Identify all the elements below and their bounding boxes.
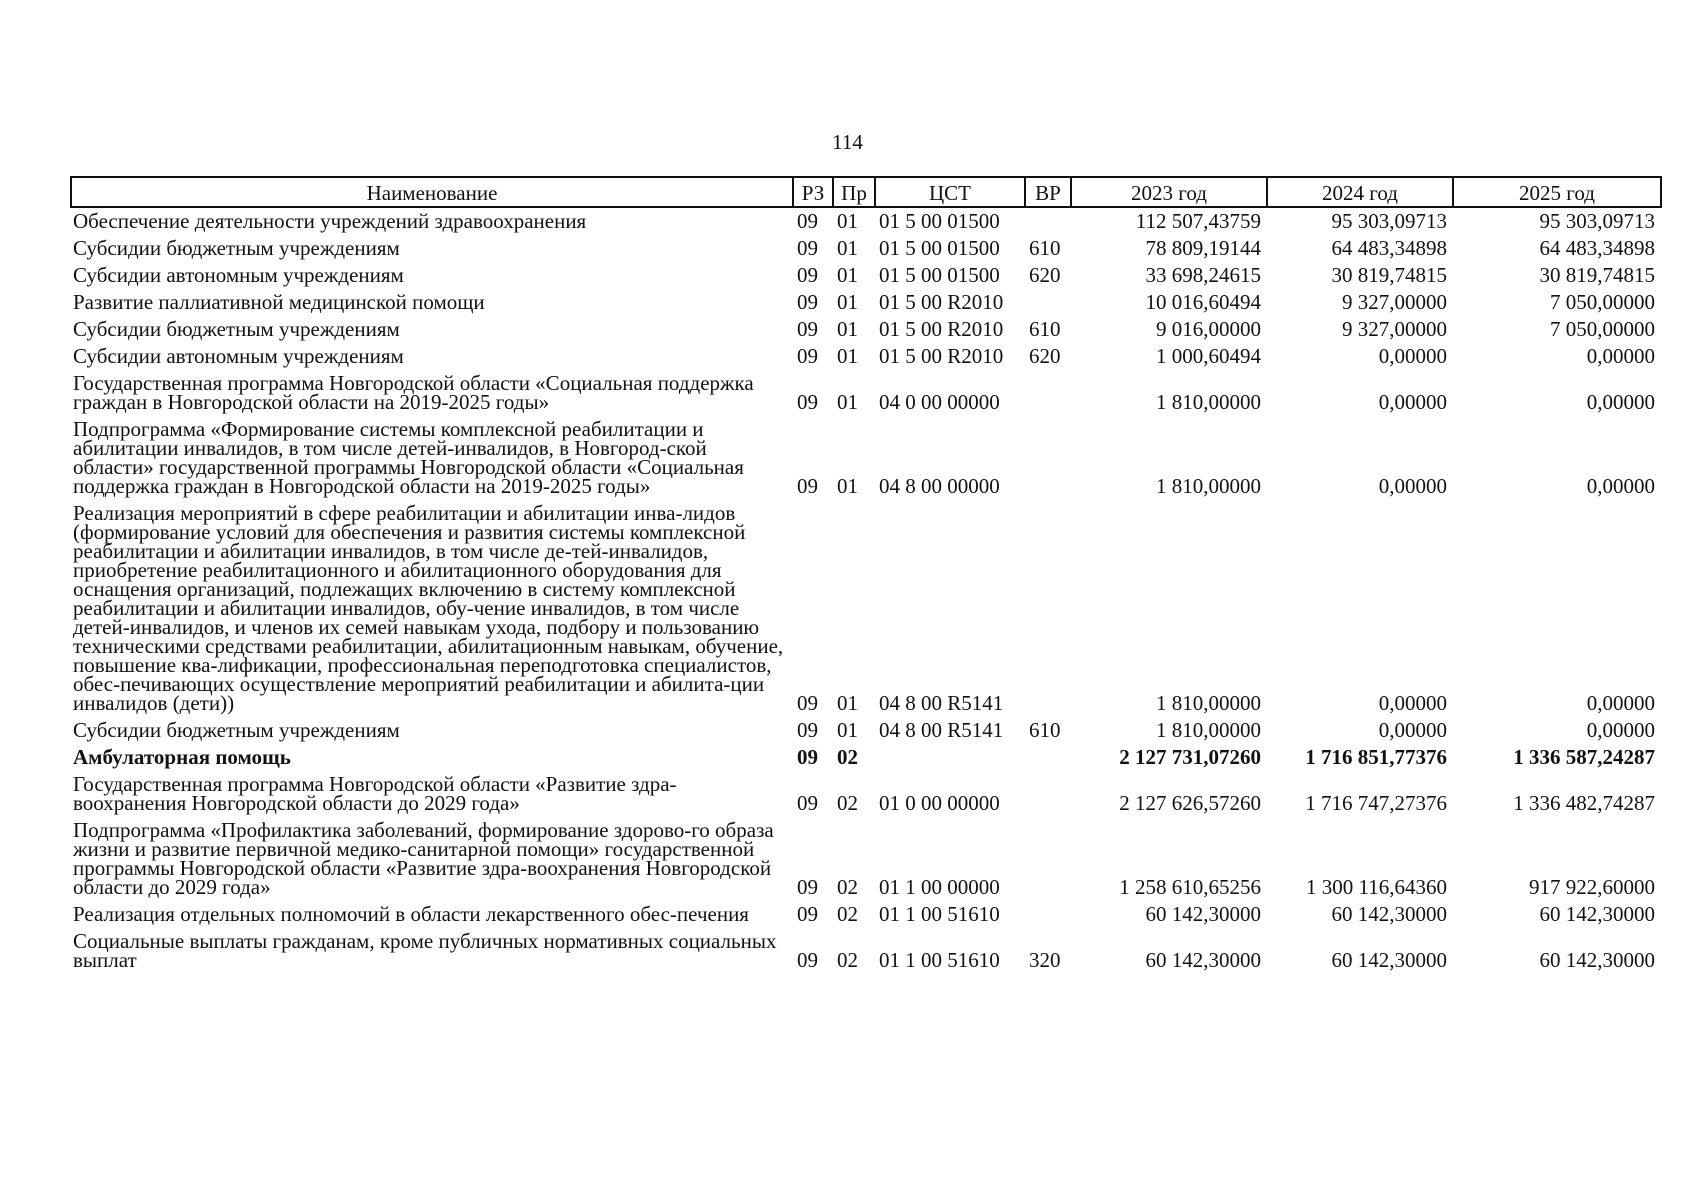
row-vr: 320 [1029,948,1061,972]
row-cst: 04 8 00 R5141 [879,691,1004,715]
row-pr: 02 [837,948,858,972]
row-name: Обеспечение деятельности учреждений здравоохранения [73,209,587,233]
row-name: Амбулаторная помощь [73,745,291,769]
table-row [71,416,1661,500]
row-pr: 01 [837,209,858,233]
row-rz: 09 [797,745,818,769]
row-2023: 33 698,24615 [1145,263,1261,287]
row-pr: 01 [837,344,858,368]
table-row [71,717,1661,744]
row-2025: 95 303,09713 [1539,209,1655,233]
row-cst: 01 5 00 01500 [879,209,1000,233]
table-header [71,177,1661,207]
table-row [71,207,1661,235]
row-name: Подпрограмма «Профилактика заболеваний, формирование здорово-го образа жизни и развитие первичной медико-санитарной помощи» государственной программы Новгородской области «Развитие здра-воохранения Новгородской области до 2029 года» [73,818,774,899]
row-name: Субсидии автономным учреждениям [73,344,404,368]
row-vr: 620 [1029,263,1061,287]
row-2024: 0,00000 [1378,718,1447,742]
row-rz: 09 [797,875,818,899]
row-2024: 0,00000 [1378,474,1447,498]
row-2023: 60 142,30000 [1145,902,1261,926]
row-2025: 0,00000 [1586,390,1655,414]
row-2023: 9 016,00000 [1156,317,1261,341]
row-cst: 04 0 00 00000 [879,390,1000,414]
row-2023: 2 127 626,57260 [1119,791,1261,815]
row-2023: 1 810,00000 [1156,474,1261,498]
row-cst: 01 5 00 01500 [879,263,1000,287]
row-cst: 01 1 00 51610 [879,948,1000,972]
row-2025: 0,00000 [1586,344,1655,368]
row-name: Реализация мероприятий в сфере реабилитации и абилитации инва-лидов (формирование условий для обеспечения и развития системы комплексной реабилитации и абилитации инвалидов, в том числе де-тей-инвалидов, приобретение реабилитационного и абилитационного оборудования для оснащения организаций, подлежащих включению в систему комплексной реабилитации и абилитации инвалидов, обу-чение инвалидов, в том числе детей-инвалидов, и членов их семей навыкам ухода, подбору и пользованию техническими средствами реабилитации, абилитационным навыкам, обучение, повышение ква-лификации, профессиональная переподготовка специалистов, обес-печивающих осуществление мероприятий реабилитации и абилита-ции инвалидов (дети)) [73,501,784,715]
row-name: Государственная программа Новгородской области «Развитие здра-воохранения Новгородской области до 2029 года» [73,772,677,815]
row-2025: 1 336 482,74287 [1513,791,1655,815]
row-pr: 01 [837,317,858,341]
row-vr [1025,771,1071,817]
row-rz: 09 [797,317,818,341]
header-rz: РЗ [793,177,833,207]
header-cst: ЦСТ [875,177,1025,207]
header-pr: Пр [833,177,875,207]
row-2024: 1 300 116,64360 [1306,875,1447,899]
row-2023: 10 016,60494 [1145,290,1261,314]
row-rz: 09 [797,263,818,287]
row-name: Государственная программа Новгородской области «Социальная поддержка граждан в Новгородской области на 2019-2025 годы» [73,371,754,414]
row-2023: 1 258 610,65256 [1119,875,1261,899]
row-vr [1025,370,1071,416]
row-rz: 09 [797,948,818,972]
row-2025: 0,00000 [1586,718,1655,742]
row-2024: 60 142,30000 [1331,948,1447,972]
row-name: Субсидии автономным учреждениям [73,263,404,287]
row-2025: 30 819,74815 [1539,263,1655,287]
row-rz: 09 [797,344,818,368]
row-pr: 01 [837,390,858,414]
table-row [71,235,1661,262]
row-pr: 01 [837,691,858,715]
header-vr: ВР [1025,177,1071,207]
row-vr [1025,207,1071,235]
table-row [71,316,1661,343]
table-row [71,901,1661,928]
row-2023: 2 127 731,07260 [1119,745,1261,769]
row-name: Субсидии бюджетным учреждениям [73,718,400,742]
table-row [71,744,1661,771]
row-cst: 01 5 00 R2010 [879,317,1004,341]
row-2025: 7 050,00000 [1550,317,1655,341]
header-2023: 2023 год [1071,177,1267,207]
row-vr [1025,817,1071,901]
row-cst [875,744,1025,771]
row-name: Подпрограмма «Формирование системы комплексной реабилитации и абилитации инвалидов, в том числе детей-инвалидов, в Новгород-ской области» государственной программы Новгородской области «Социальная поддержка граждан в Новгородской области на 2019-2025 годы» [73,417,744,498]
row-rz: 09 [797,791,818,815]
table-row [71,289,1661,316]
row-vr: 620 [1029,344,1061,368]
table-row [71,500,1661,717]
header-2024: 2024 год [1267,177,1453,207]
row-name: Субсидии бюджетным учреждениям [73,317,400,341]
row-2024: 64 483,34898 [1331,236,1447,260]
table-body [71,207,1661,974]
row-cst: 01 1 00 00000 [879,875,1000,899]
table-row [71,771,1661,817]
row-vr [1025,416,1071,500]
row-vr: 610 [1029,317,1061,341]
header-name: Наименование [71,177,793,207]
row-cst: 01 5 00 01500 [879,236,1000,260]
row-2024: 9 327,00000 [1342,290,1447,314]
row-cst: 01 0 00 00000 [879,791,1000,815]
row-rz: 09 [797,718,818,742]
row-pr: 02 [837,902,858,926]
page-number: 114 [832,130,863,154]
row-rz: 09 [797,474,818,498]
header-2025: 2025 год [1453,177,1661,207]
row-2025: 0,00000 [1586,691,1655,715]
row-2025: 0,00000 [1586,474,1655,498]
row-name: Развитие паллиативной медицинской помощи [73,290,485,314]
row-2025: 7 050,00000 [1550,290,1655,314]
row-vr: 610 [1029,718,1061,742]
table-row [71,343,1661,370]
row-rz: 09 [797,209,818,233]
table-row [71,817,1661,901]
row-rz: 09 [797,290,818,314]
row-cst: 01 1 00 51610 [879,902,1000,926]
row-2024: 0,00000 [1378,390,1447,414]
row-2023: 60 142,30000 [1145,948,1261,972]
row-2023: 1 810,00000 [1156,691,1261,715]
row-2023: 112 507,43759 [1135,209,1261,233]
row-pr: 02 [837,791,858,815]
row-pr: 01 [837,290,858,314]
row-rz: 09 [797,902,818,926]
row-2024: 95 303,09713 [1331,209,1447,233]
row-cst: 01 5 00 R2010 [879,290,1004,314]
row-vr [1025,500,1071,717]
row-cst: 01 5 00 R2010 [879,344,1004,368]
row-rz: 09 [797,236,818,260]
row-2024: 1 716 747,27376 [1305,791,1447,815]
row-2024: 0,00000 [1378,691,1447,715]
row-2024: 0,00000 [1378,344,1447,368]
row-2024: 1 716 851,77376 [1305,745,1447,769]
budget-table [70,176,1662,974]
row-2025: 64 483,34898 [1539,236,1655,260]
row-vr [1025,289,1071,316]
row-vr: 610 [1029,236,1061,260]
row-2024: 60 142,30000 [1331,902,1447,926]
row-name: Социальные выплаты гражданам, кроме публичных нормативных социальных выплат [73,929,777,972]
row-rz: 09 [797,691,818,715]
row-2025: 917 922,60000 [1529,875,1655,899]
row-vr [1025,744,1071,771]
row-2024: 30 819,74815 [1331,263,1447,287]
table-row [71,370,1661,416]
row-pr: 02 [837,745,858,769]
row-pr: 02 [837,875,858,899]
table-row [71,262,1661,289]
row-2025: 1 336 587,24287 [1513,745,1655,769]
row-2023: 78 809,19144 [1145,236,1261,260]
row-name: Реализация отдельных полномочий в области лекарственного обес-печения [73,902,749,926]
row-2023: 1 810,00000 [1156,390,1261,414]
table-row [71,928,1661,974]
row-2025: 60 142,30000 [1539,948,1655,972]
row-rz: 09 [797,390,818,414]
row-pr: 01 [837,474,858,498]
row-cst: 04 8 00 00000 [879,474,1000,498]
row-2023: 1 000,60494 [1156,344,1261,368]
row-2023: 1 810,00000 [1156,718,1261,742]
row-name: Субсидии бюджетным учреждениям [73,236,400,260]
row-2024: 9 327,00000 [1342,317,1447,341]
row-2025: 60 142,30000 [1539,902,1655,926]
row-pr: 01 [837,236,858,260]
row-cst: 04 8 00 R5141 [879,718,1004,742]
row-vr [1025,901,1071,928]
row-pr: 01 [837,718,858,742]
row-pr: 01 [837,263,858,287]
